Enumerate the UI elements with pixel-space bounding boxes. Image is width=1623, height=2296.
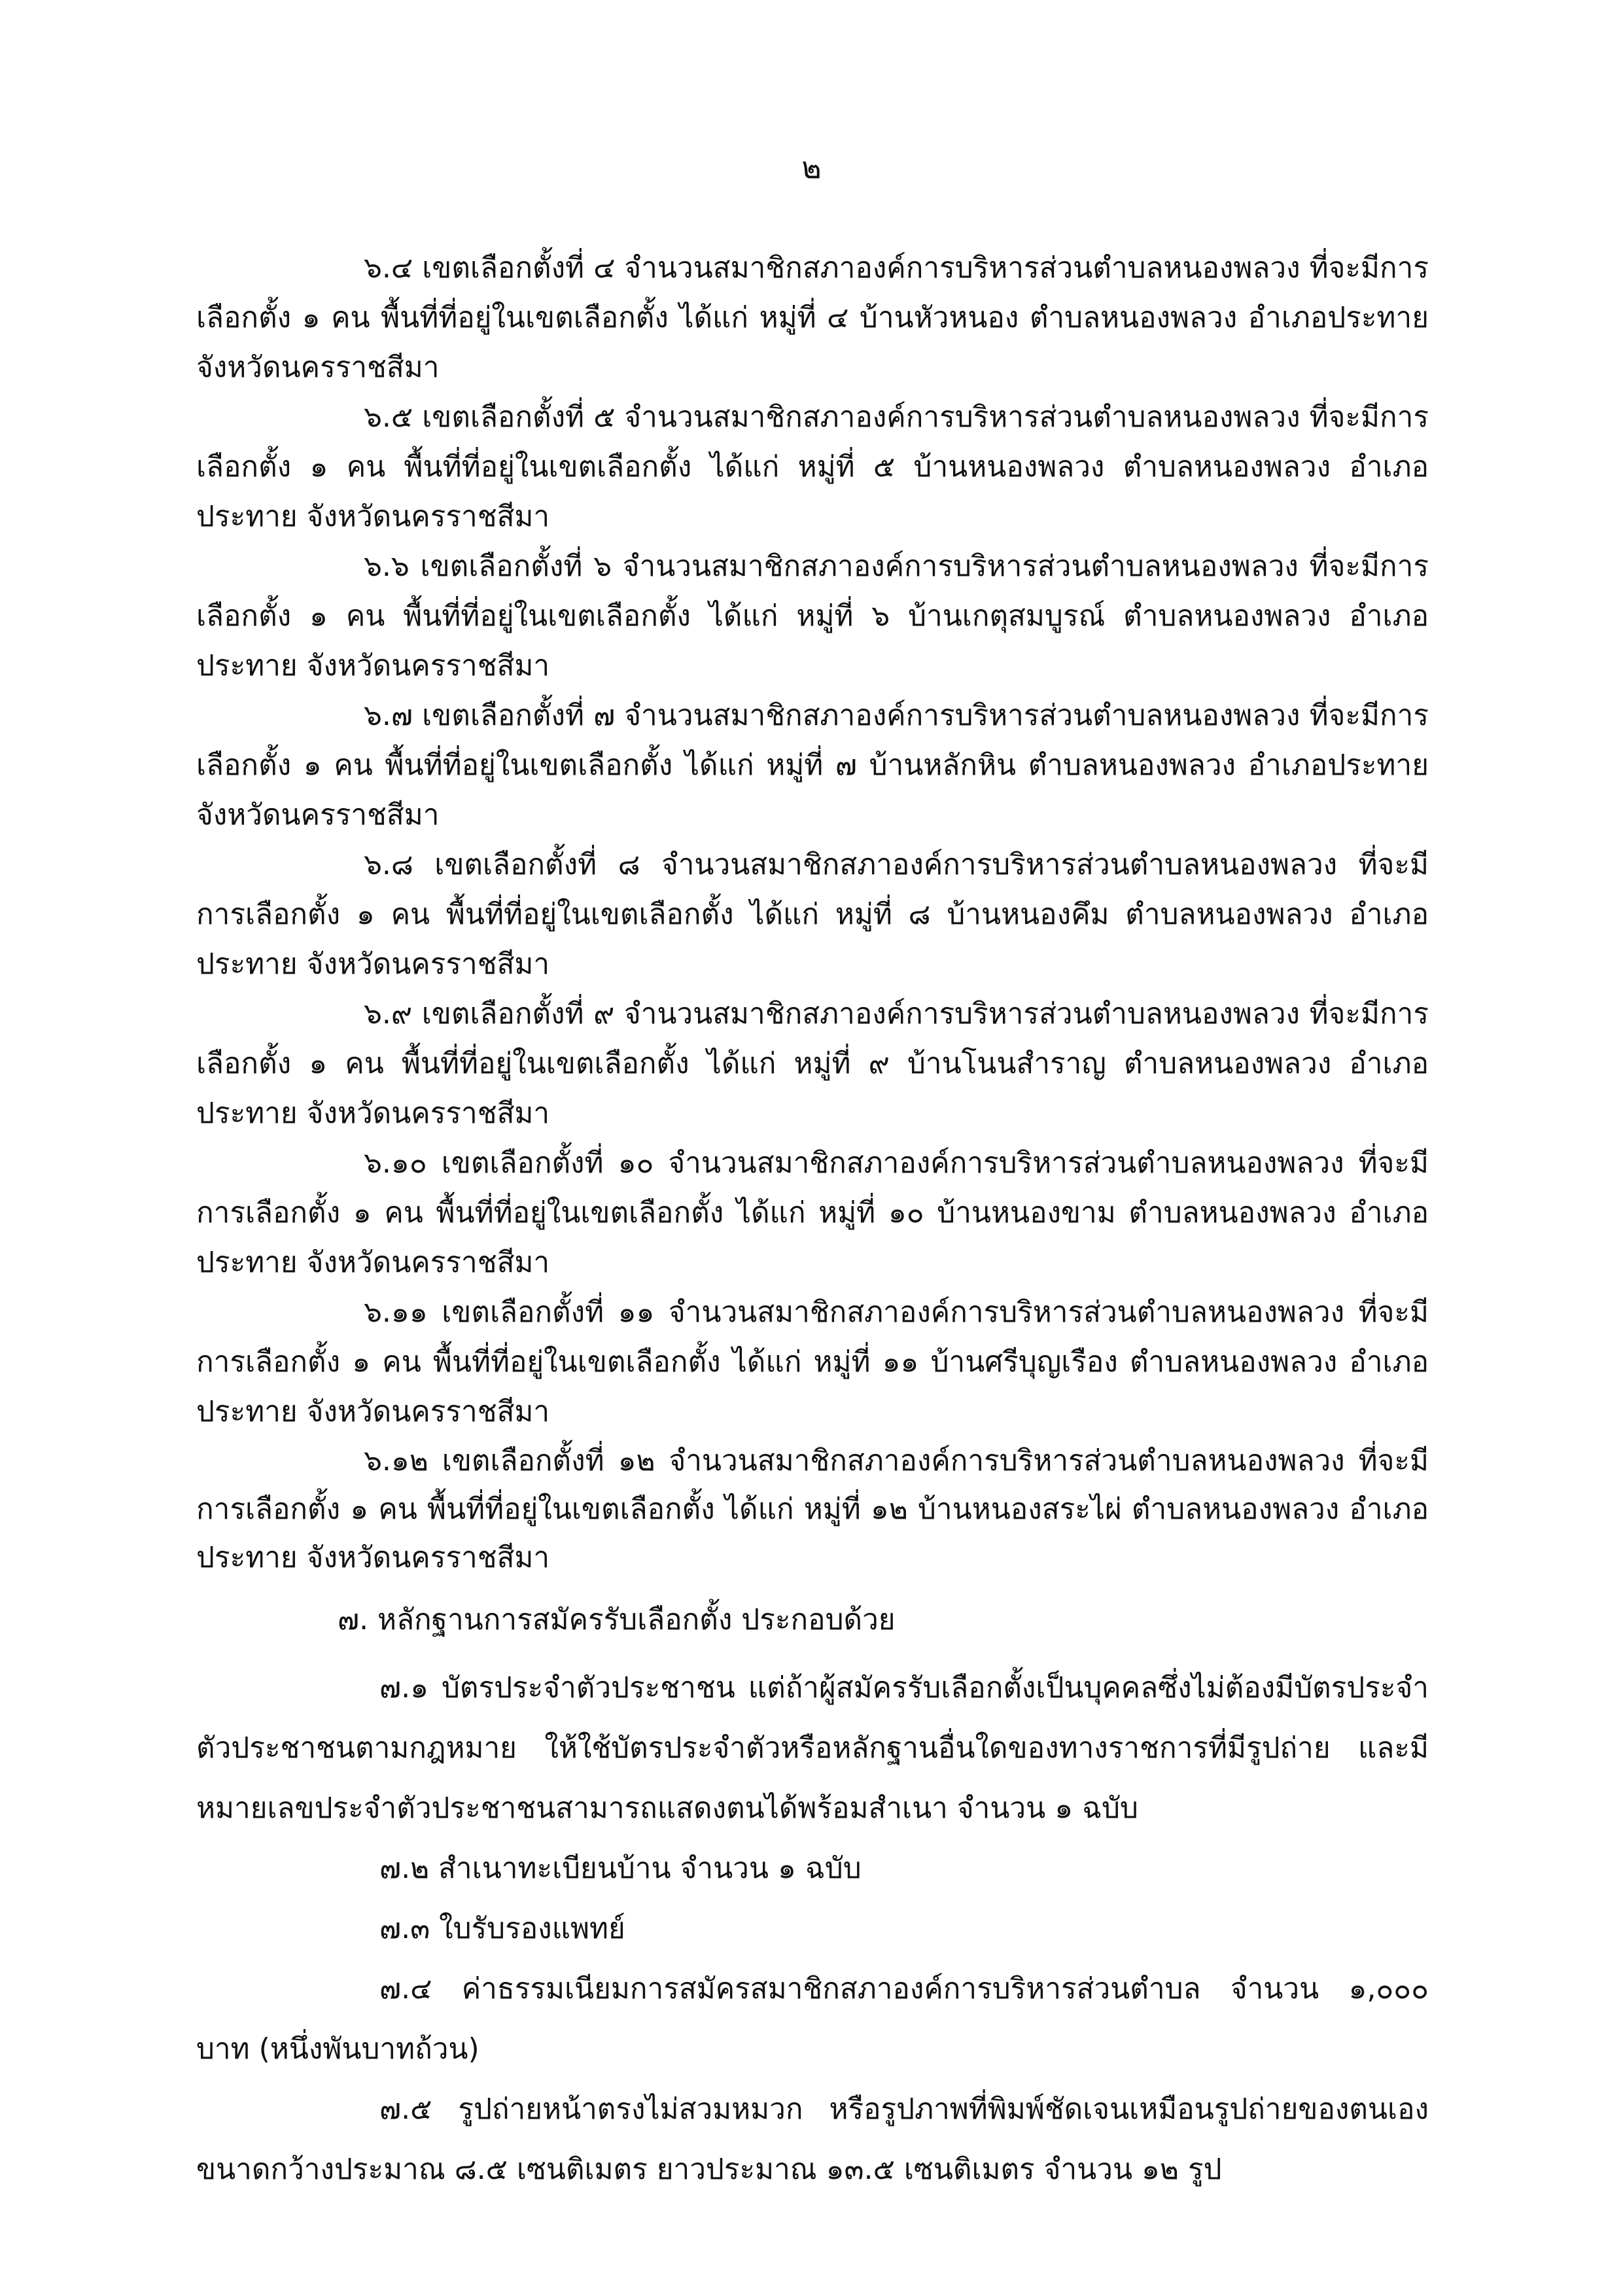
requirement-item-7-1: ๗.๑ บัตรประจำตัวประชาชน แต่ถ้าผู้สมัครรับเลือกตั้งเป็นบุคคลซึ่งไม่ต้องมีบัตรประจำตัวประชาชนตามกฎหมาย ให้ใช้บัตรประจำตัวหรือหลักฐานอื่นใดของทางราชการที่มีรูปถ่าย และมีหมายเลขประจำตัวประชาชนสามารถแสดงตนได้พร้อมสำเนา จำนวน ๑ ฉบับ [196, 1671, 1429, 1825]
district-paragraph-6-9: ๖.๙ เขตเลือกตั้งที่ ๙ จำนวนสมาชิกสภาองค์การบริหารส่วนตำบลหนองพลวง ที่จะมีการเลือกตั้ง ๑ คน พื้นที่ที่อยู่ในเขตเลือกตั้ง ได้แก่ หมู่ที่ ๙ บ้านโนนสำราญ ตำบลหนองพลวง อำเภอประทาย จังหวัดนครราชสีมา [196, 997, 1429, 1130]
document-body [196, 243, 1429, 2200]
requirement-item-7-2: ๗.๒ สำเนาทะเบียนบ้าน จำนวน ๑ ฉบับ [379, 1852, 862, 1885]
page-number: ๒ [801, 150, 822, 185]
requirement-item-7-5: ๗.๕ รูปถ่ายหน้าตรงไม่สวมหมวก หรือรูปภาพที่พิมพ์ชัดเจนเหมือนรูปถ่ายของตนเอง ขนาดกว้างประมาณ ๘.๕ เซนติเมตร ยาวประมาณ ๑๓.๕ เซนติเมตร จำนวน ๑๒ รูป [196, 2093, 1429, 2186]
district-paragraph-6-10: ๖.๑๐ เขตเลือกตั้งที่ ๑๐ จำนวนสมาชิกสภาองค์การบริหารส่วนตำบลหนองพลวง ที่จะมีการเลือกตั้ง ๑ คน พื้นที่ที่อยู่ในเขตเลือกตั้ง ได้แก่ หมู่ที่ ๑๐ บ้านหนองขาม ตำบลหนองพลวง อำเภอประทาย จังหวัดนครราชสีมา [196, 1146, 1429, 1279]
district-paragraph-6-4: ๖.๔ เขตเลือกตั้งที่ ๔ จำนวนสมาชิกสภาองค์การบริหารส่วนตำบลหนองพลวง ที่จะมีการเลือกตั้ง ๑ คน พื้นที่ที่อยู่ในเขตเลือกตั้ง ได้แก่ หมู่ที่ ๔ บ้านหัวหนอง ตำบลหนองพลวง อำเภอประทาย จังหวัดนครราชสีมา [196, 251, 1429, 384]
requirement-item-7-4: ๗.๔ ค่าธรรมเนียมการสมัครสมาชิกสภาองค์การบริหารส่วนตำบล จำนวน ๑,๐๐๐ บาท (หนึ่งพันบาทถ้วน) [196, 1972, 1429, 2066]
district-paragraph-6-6: ๖.๖ เขตเลือกตั้งที่ ๖ จำนวนสมาชิกสภาองค์การบริหารส่วนตำบลหนองพลวง ที่จะมีการเลือกตั้ง ๑ คน พื้นที่ที่อยู่ในเขตเลือกตั้ง ได้แก่ หมู่ที่ ๖ บ้านเกตุสมบูรณ์ ตำบลหนองพลวง อำเภอประทาย จังหวัดนครราชสีมา [196, 550, 1429, 682]
district-paragraph-6-8: ๖.๘ เขตเลือกตั้งที่ ๘ จำนวนสมาชิกสภาองค์การบริหารส่วนตำบลหนองพลวง ที่จะมีการเลือกตั้ง ๑ คน พื้นที่ที่อยู่ในเขตเลือกตั้ง ได้แก่ หมู่ที่ ๘ บ้านหนองคึม ตำบลหนองพลวง อำเภอประทาย จังหวัดนครราชสีมา [196, 848, 1429, 981]
district-paragraph-6-5: ๖.๕ เขตเลือกตั้งที่ ๕ จำนวนสมาชิกสภาองค์การบริหารส่วนตำบลหนองพลวง ที่จะมีการเลือกตั้ง ๑ คน พื้นที่ที่อยู่ในเขตเลือกตั้ง ได้แก่ หมู่ที่ ๕ บ้านหนองพลวง ตำบลหนองพลวง อำเภอประทาย จังหวัดนครราชสีมา [196, 400, 1429, 533]
district-paragraph-6-12: ๖.๑๒ เขตเลือกตั้งที่ ๑๒ จำนวนสมาชิกสภาองค์การบริหารส่วนตำบลหนองพลวง ที่จะมีการเลือกตั้ง ๑ คน พื้นที่ที่อยู่ในเขตเลือกตั้ง ได้แก่ หมู่ที่ ๑๒ บ้านหนองสระไผ่ ตำบลหนองพลวง อำเภอประทาย จังหวัดนครราชสีมา [196, 1444, 1429, 1574]
section-7-heading: ๗. หลักฐานการสมัครรับเลือกตั้ง ประกอบด้วย [338, 1603, 896, 1636]
district-paragraph-6-11: ๖.๑๑ เขตเลือกตั้งที่ ๑๑ จำนวนสมาชิกสภาองค์การบริหารส่วนตำบลหนองพลวง ที่จะมีการเลือกตั้ง ๑ คน พื้นที่ที่อยู่ในเขตเลือกตั้ง ได้แก่ หมู่ที่ ๑๑ บ้านศรีบุญเรือง ตำบลหนองพลวง อำเภอประทาย จังหวัดนครราชสีมา [196, 1296, 1429, 1428]
district-paragraph-6-7: ๖.๗ เขตเลือกตั้งที่ ๗ จำนวนสมาชิกสภาองค์การบริหารส่วนตำบลหนองพลวง ที่จะมีการเลือกตั้ง ๑ คน พื้นที่ที่อยู่ในเขตเลือกตั้ง ได้แก่ หมู่ที่ ๗ บ้านหลักหิน ตำบลหนองพลวง อำเภอประทาย จังหวัดนครราชสีมา [196, 699, 1429, 832]
requirement-item-7-3: ๗.๓ ใบรับรองแพทย์ [379, 1912, 625, 1945]
